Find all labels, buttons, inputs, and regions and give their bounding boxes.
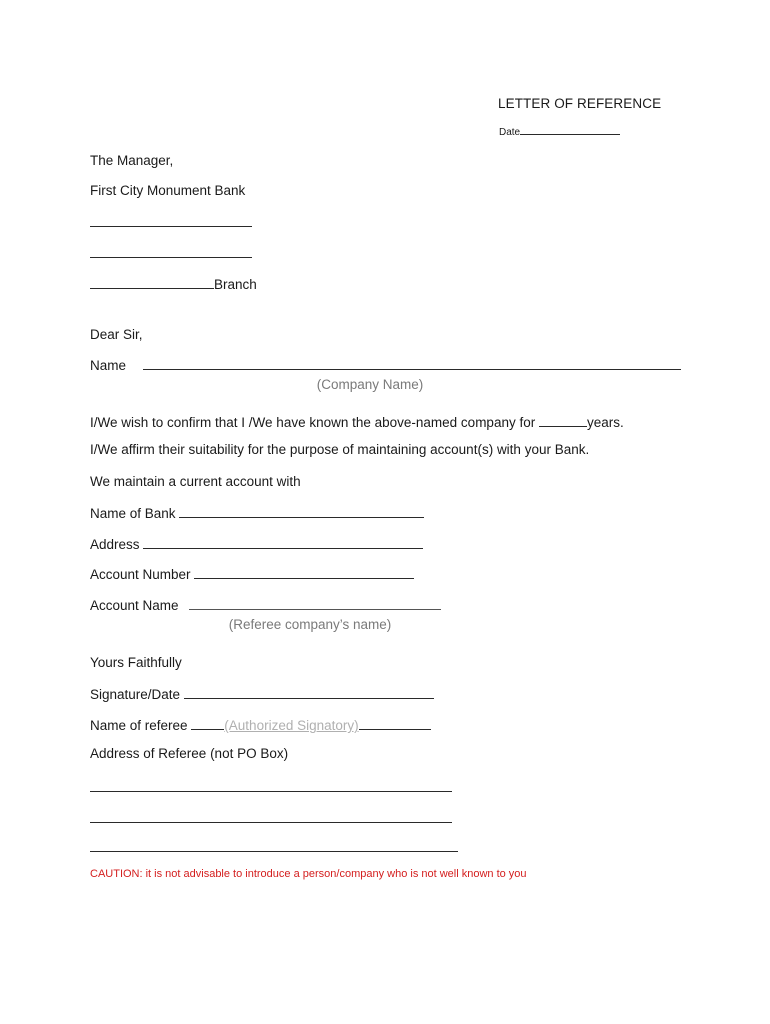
branch-label: Branch [214, 277, 257, 292]
confirm-suffix: years. [586, 415, 624, 430]
account-name-caption: (Referee company’s name) [228, 617, 392, 632]
branch-field[interactable] [90, 275, 257, 293]
addressee-line-1: The Manager, [90, 153, 174, 168]
company-name-caption: (Company Name) [316, 377, 424, 392]
date-label: Date [499, 127, 521, 138]
bank-name-field[interactable] [90, 504, 424, 522]
date-field[interactable] [499, 124, 620, 141]
bank-address-blank[interactable] [143, 535, 423, 549]
referee-name-blank-right[interactable] [359, 716, 431, 730]
letter-title: LETTER OF REFERENCE [498, 96, 662, 111]
affirm-sentence: I/We affirm their suitability for the purpose of maintaining account(s) with your Bank. [90, 442, 590, 457]
referee-name-label: Name of referee [90, 718, 192, 733]
bank-name-blank[interactable] [179, 504, 424, 518]
referee-address-label: Address of Referee (not PO Box) [90, 746, 289, 761]
referee-address-blank-3[interactable] [90, 851, 458, 852]
address-blank-1[interactable] [90, 226, 252, 227]
signature-date-blank[interactable] [184, 685, 434, 699]
date-blank[interactable] [520, 124, 620, 135]
account-name-label: Account Name [90, 598, 179, 613]
bank-name-label: Name of Bank [90, 506, 180, 521]
signature-date-label: Signature/Date [90, 687, 184, 702]
referee-address-blank-2[interactable] [90, 822, 452, 823]
salutation: Dear Sir, [90, 327, 143, 342]
confirm-sentence [90, 413, 624, 431]
referee-name-blank-left[interactable] [191, 716, 224, 730]
account-number-blank[interactable] [194, 565, 414, 579]
branch-blank[interactable] [90, 275, 214, 289]
account-name-field[interactable] [90, 596, 441, 614]
signature-date-field[interactable] [90, 685, 434, 703]
address-blank-2[interactable] [90, 257, 252, 258]
confirm-prefix: I/We wish to confirm that I /We have known the above-named company for [90, 415, 539, 430]
years-blank[interactable] [539, 413, 587, 427]
caution-note: CAUTION: it is not advisable to introduce a person/company who is not well known to you [90, 868, 527, 880]
company-name-blank[interactable] [143, 356, 681, 370]
name-label: Name [90, 358, 127, 373]
bank-address-label: Address [90, 537, 144, 552]
account-name-blank[interactable] [189, 596, 441, 610]
bank-address-field[interactable] [90, 535, 423, 553]
yours-faithfully: Yours Faithfully [90, 655, 182, 670]
authorized-signatory-hint: (Authorized Signatory) [224, 718, 359, 733]
referee-address-blank-1[interactable] [90, 791, 452, 792]
account-number-label: Account Number [90, 567, 195, 582]
referee-name-field[interactable] [90, 716, 431, 734]
company-name-field[interactable] [90, 356, 681, 374]
account-number-field[interactable] [90, 565, 414, 583]
maintain-sentence: We maintain a current account with [90, 474, 301, 489]
addressee-line-2: First City Monument Bank [90, 183, 246, 198]
